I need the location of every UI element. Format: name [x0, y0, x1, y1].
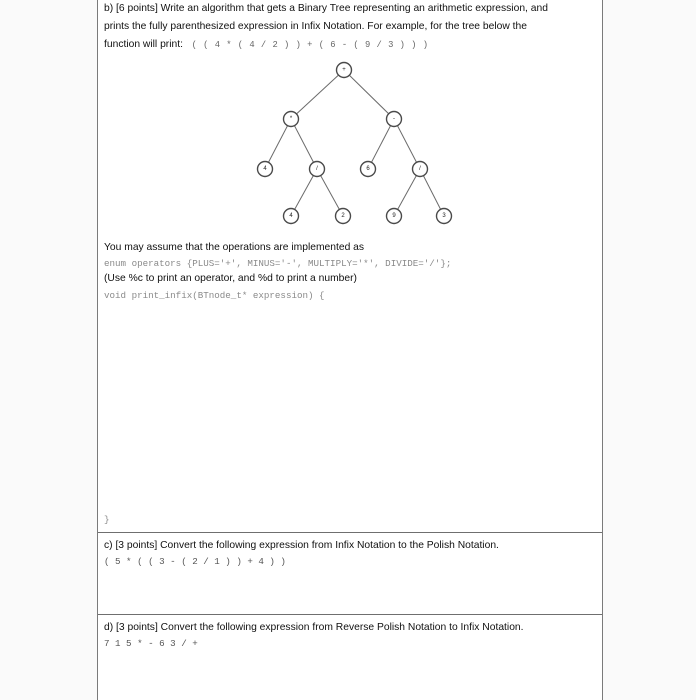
- tree-edges: [265, 70, 444, 216]
- tree-node-n2: [336, 209, 351, 224]
- tree-edge-root-sub: [344, 70, 394, 119]
- tree-node-label: -: [393, 116, 395, 122]
- function-signature: void print_infix(BTnode_t* expression) {: [104, 290, 325, 301]
- exam-page: [97, 0, 603, 700]
- assume-text: You may assume that the operations are implemented as: [104, 242, 365, 253]
- tree-node-label: 9: [392, 213, 396, 219]
- tree-node-label: 6: [366, 166, 370, 172]
- tree-edge-sub-div2: [394, 119, 420, 169]
- example-output: ( ( 4 * ( 4 / 2 ) ) + ( 6 - ( 9 / 3 ) ) ): [191, 40, 429, 50]
- part-d-expression: 7 1 5 * - 6 3 / +: [104, 638, 198, 649]
- tree-node-label: +: [342, 67, 346, 73]
- part-c-title: c) [3 points] Convert the following expression from Infix Notation to the Polish Notation.: [104, 540, 499, 551]
- part-d-title: d) [3 points] Convert the following expression from Reverse Polish Notation to Infix Notation.: [104, 622, 524, 633]
- part-b-line-3-text: function will print:: [104, 39, 183, 50]
- tree-node-label: 2: [341, 213, 345, 219]
- tree-node-label: /: [419, 166, 421, 172]
- tree-node-sub: [387, 112, 402, 127]
- use-format-note: (Use %c to print an operator, and %d to print a number): [104, 273, 357, 284]
- tree-node-n9: [387, 209, 402, 224]
- tree-node-div2: [413, 162, 428, 177]
- tree-node-n4b: [284, 209, 299, 224]
- part-b-line-2: prints the fully parenthesized expression in Infix Notation. For example, for the tree below the: [104, 21, 527, 32]
- tree-node-n4a: [258, 162, 273, 177]
- tree-node-label: 4: [263, 166, 267, 172]
- tree-nodes: [258, 63, 452, 224]
- tree-node-n3: [437, 209, 452, 224]
- tree-node-root: [337, 63, 352, 78]
- closing-brace: }: [104, 514, 110, 525]
- tree-edge-sub-n6: [368, 119, 394, 169]
- part-c-section: [98, 532, 602, 615]
- tree-edge-mul-div1: [291, 119, 317, 169]
- part-c-expression: ( 5 * ( ( 3 - ( 2 / 1 ) ) + 4 ) ): [104, 556, 286, 567]
- part-d-section: [98, 614, 602, 700]
- tree-node-n6: [361, 162, 376, 177]
- expression-tree: [98, 0, 604, 240]
- tree-node-mul: [284, 112, 299, 127]
- tree-node-div1: [310, 162, 325, 177]
- part-b-line-1: b) [6 points] Write an algorithm that gets a Binary Tree representing an arithmetic expression, and: [104, 3, 548, 14]
- enum-declaration: enum operators {PLUS='+', MINUS='-', MULTIPLY='*', DIVIDE='/'};: [104, 258, 452, 269]
- tree-edge-root-mul: [291, 70, 344, 119]
- tree-node-label: *: [289, 116, 293, 122]
- part-b-section: [98, 0, 602, 533]
- tree-edge-mul-n4a: [265, 119, 291, 169]
- tree-node-label: 4: [289, 213, 293, 219]
- tree-node-label: /: [316, 166, 318, 172]
- tree-node-label: 3: [442, 213, 446, 219]
